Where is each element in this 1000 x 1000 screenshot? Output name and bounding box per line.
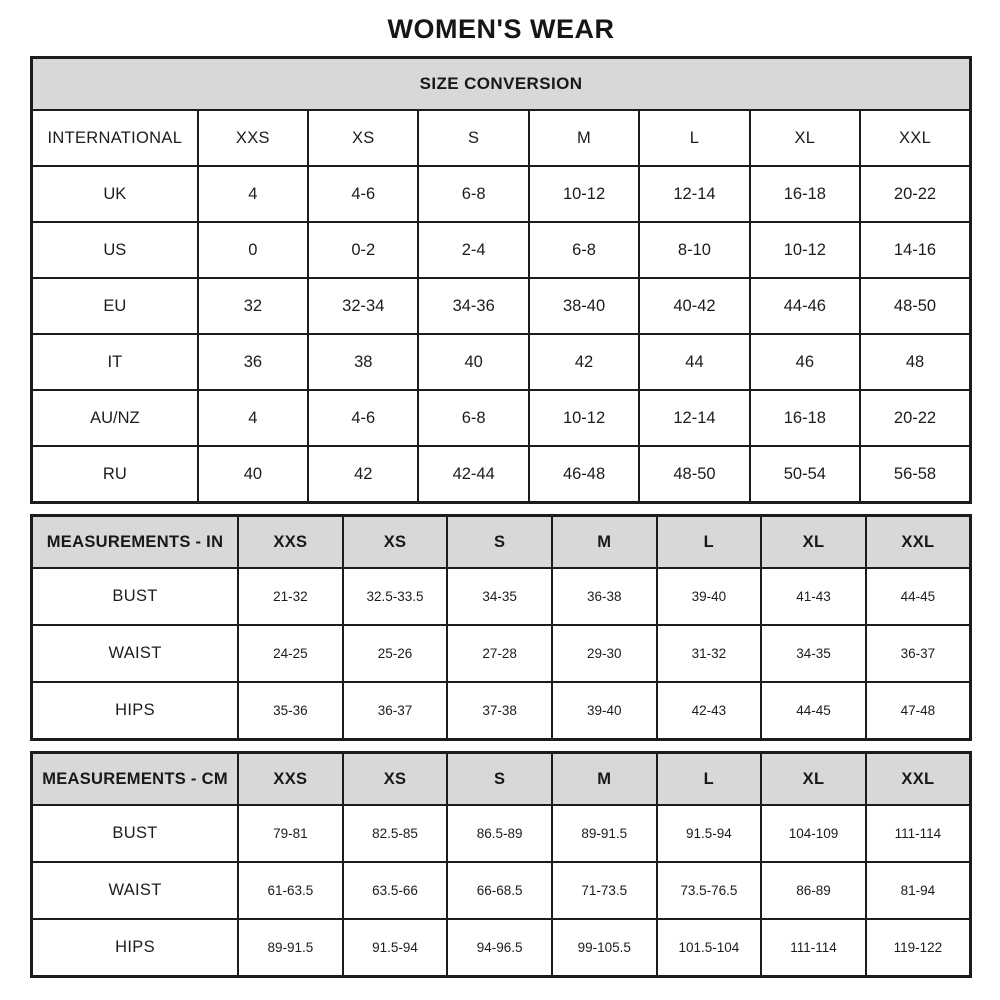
row-label: BUST xyxy=(32,805,239,862)
table-cell: 20-22 xyxy=(860,390,970,446)
table-banner-row xyxy=(32,58,971,111)
table-cell: 44 xyxy=(639,334,749,390)
table-cell: 36-38 xyxy=(552,568,657,625)
table-cell: 32.5-33.5 xyxy=(343,568,448,625)
table-cell: 37-38 xyxy=(447,682,552,740)
table-cell: 46-48 xyxy=(529,446,639,503)
table-cell: 42 xyxy=(529,334,639,390)
row-label: IT xyxy=(32,334,198,390)
table-cell: 42-43 xyxy=(657,682,762,740)
table-cell: 34-35 xyxy=(761,625,866,682)
column-header: L xyxy=(657,516,762,569)
page-title: WOMEN'S WEAR xyxy=(387,14,615,44)
column-header-row xyxy=(32,516,971,569)
row-label: HIPS xyxy=(32,919,239,977)
table-cell: 39-40 xyxy=(657,568,762,625)
column-header: S xyxy=(447,753,552,806)
column-header: XXS xyxy=(198,110,308,166)
table-cell: 104-109 xyxy=(761,805,866,862)
column-header: XS xyxy=(308,110,418,166)
table-row xyxy=(32,390,971,446)
table-cell: 35-36 xyxy=(238,682,343,740)
table-cell: 4 xyxy=(198,390,308,446)
table-cell: 0-2 xyxy=(308,222,418,278)
table-cell: 31-32 xyxy=(657,625,762,682)
table-cell: 50-54 xyxy=(750,446,860,503)
table-cell: 111-114 xyxy=(866,805,971,862)
table-cell: 34-36 xyxy=(418,278,528,334)
table-cell: 89-91.5 xyxy=(238,919,343,977)
table-row xyxy=(32,278,971,334)
table-cell: 16-18 xyxy=(750,166,860,222)
table-cell: 86-89 xyxy=(761,862,866,919)
column-header-row xyxy=(32,110,971,166)
measurements-cm-table xyxy=(30,751,972,978)
table-cell: 34-35 xyxy=(447,568,552,625)
column-header: INTERNATIONAL xyxy=(32,110,198,166)
table-cell: 20-22 xyxy=(860,166,970,222)
table-cell: 0 xyxy=(198,222,308,278)
column-header: L xyxy=(639,110,749,166)
table-cell: 86.5-89 xyxy=(447,805,552,862)
measurements-cm-banner: MEASUREMENTS - CM xyxy=(32,753,239,806)
table-cell: 27-28 xyxy=(447,625,552,682)
table-cell: 46 xyxy=(750,334,860,390)
table-row xyxy=(32,568,971,625)
row-label: EU xyxy=(32,278,198,334)
table-cell: 32 xyxy=(198,278,308,334)
table-cell: 21-32 xyxy=(238,568,343,625)
table-row xyxy=(32,805,971,862)
table-cell: 36-37 xyxy=(866,625,971,682)
table-cell: 44-45 xyxy=(866,568,971,625)
table-row xyxy=(32,222,971,278)
table-cell: 48-50 xyxy=(860,278,970,334)
column-header: XXS xyxy=(238,516,343,569)
row-label: AU/NZ xyxy=(32,390,198,446)
table-cell: 36-37 xyxy=(343,682,448,740)
table-cell: 48-50 xyxy=(639,446,749,503)
table-cell: 40 xyxy=(418,334,528,390)
table-row xyxy=(32,919,971,977)
table-cell: 6-8 xyxy=(529,222,639,278)
table-cell: 4 xyxy=(198,166,308,222)
column-header: XL xyxy=(761,516,866,569)
table-cell: 12-14 xyxy=(639,166,749,222)
table-cell: 32-34 xyxy=(308,278,418,334)
table-cell: 44-45 xyxy=(761,682,866,740)
column-header: M xyxy=(529,110,639,166)
table-cell: 81-94 xyxy=(866,862,971,919)
size-conversion-table xyxy=(30,56,972,504)
row-label: HIPS xyxy=(32,682,239,740)
column-header: XL xyxy=(750,110,860,166)
table-cell: 14-16 xyxy=(860,222,970,278)
row-label: WAIST xyxy=(32,862,239,919)
column-header: XS xyxy=(343,753,448,806)
table-cell: 4-6 xyxy=(308,166,418,222)
table-cell: 10-12 xyxy=(750,222,860,278)
measurements-in-table xyxy=(30,514,972,741)
table-cell: 41-43 xyxy=(761,568,866,625)
table-cell: 44-46 xyxy=(750,278,860,334)
table-row xyxy=(32,166,971,222)
table-cell: 47-48 xyxy=(866,682,971,740)
table-row xyxy=(32,334,971,390)
table-cell: 82.5-85 xyxy=(343,805,448,862)
table-cell: 119-122 xyxy=(866,919,971,977)
table-cell: 40 xyxy=(198,446,308,503)
table-cell: 99-105.5 xyxy=(552,919,657,977)
column-header: XXL xyxy=(860,110,970,166)
table-cell: 16-18 xyxy=(750,390,860,446)
column-header-row xyxy=(32,753,971,806)
table-cell: 42-44 xyxy=(418,446,528,503)
column-header: XXL xyxy=(866,516,971,569)
table-cell: 91.5-94 xyxy=(343,919,448,977)
column-header: XXL xyxy=(866,753,971,806)
table-cell: 71-73.5 xyxy=(552,862,657,919)
row-label: BUST xyxy=(32,568,239,625)
table-cell: 63.5-66 xyxy=(343,862,448,919)
table-row xyxy=(32,682,971,740)
row-label: UK xyxy=(32,166,198,222)
table-row xyxy=(32,446,971,503)
table-cell: 12-14 xyxy=(639,390,749,446)
table-cell: 29-30 xyxy=(552,625,657,682)
table-cell: 111-114 xyxy=(761,919,866,977)
table-cell: 91.5-94 xyxy=(657,805,762,862)
table-cell: 79-81 xyxy=(238,805,343,862)
table-cell: 61-63.5 xyxy=(238,862,343,919)
table-cell: 10-12 xyxy=(529,390,639,446)
table-cell: 42 xyxy=(308,446,418,503)
table-row xyxy=(32,625,971,682)
table-cell: 2-4 xyxy=(418,222,528,278)
column-header: M xyxy=(552,753,657,806)
table-cell: 40-42 xyxy=(639,278,749,334)
table-cell: 24-25 xyxy=(238,625,343,682)
column-header: XL xyxy=(761,753,866,806)
table-cell: 38-40 xyxy=(529,278,639,334)
table-cell: 89-91.5 xyxy=(552,805,657,862)
table-cell: 36 xyxy=(198,334,308,390)
table-cell: 56-58 xyxy=(860,446,970,503)
table-cell: 4-6 xyxy=(308,390,418,446)
column-header: S xyxy=(447,516,552,569)
table-row xyxy=(32,862,971,919)
column-header: M xyxy=(552,516,657,569)
table-cell: 38 xyxy=(308,334,418,390)
row-label: US xyxy=(32,222,198,278)
row-label: WAIST xyxy=(32,625,239,682)
row-label: RU xyxy=(32,446,198,503)
table-cell: 25-26 xyxy=(343,625,448,682)
table-cell: 73.5-76.5 xyxy=(657,862,762,919)
table-cell: 66-68.5 xyxy=(447,862,552,919)
table-cell: 6-8 xyxy=(418,390,528,446)
table-cell: 39-40 xyxy=(552,682,657,740)
table-cell: 94-96.5 xyxy=(447,919,552,977)
table-cell: 10-12 xyxy=(529,166,639,222)
table-cell: 101.5-104 xyxy=(657,919,762,977)
column-header: XS xyxy=(343,516,448,569)
table-cell: 8-10 xyxy=(639,222,749,278)
table-cell: 6-8 xyxy=(418,166,528,222)
column-header: S xyxy=(418,110,528,166)
column-header: XXS xyxy=(238,753,343,806)
table-cell: 48 xyxy=(860,334,970,390)
measurements-in-banner: MEASUREMENTS - IN xyxy=(32,516,239,569)
size-conversion-banner: SIZE CONVERSION xyxy=(32,58,971,111)
column-header: L xyxy=(657,753,762,806)
